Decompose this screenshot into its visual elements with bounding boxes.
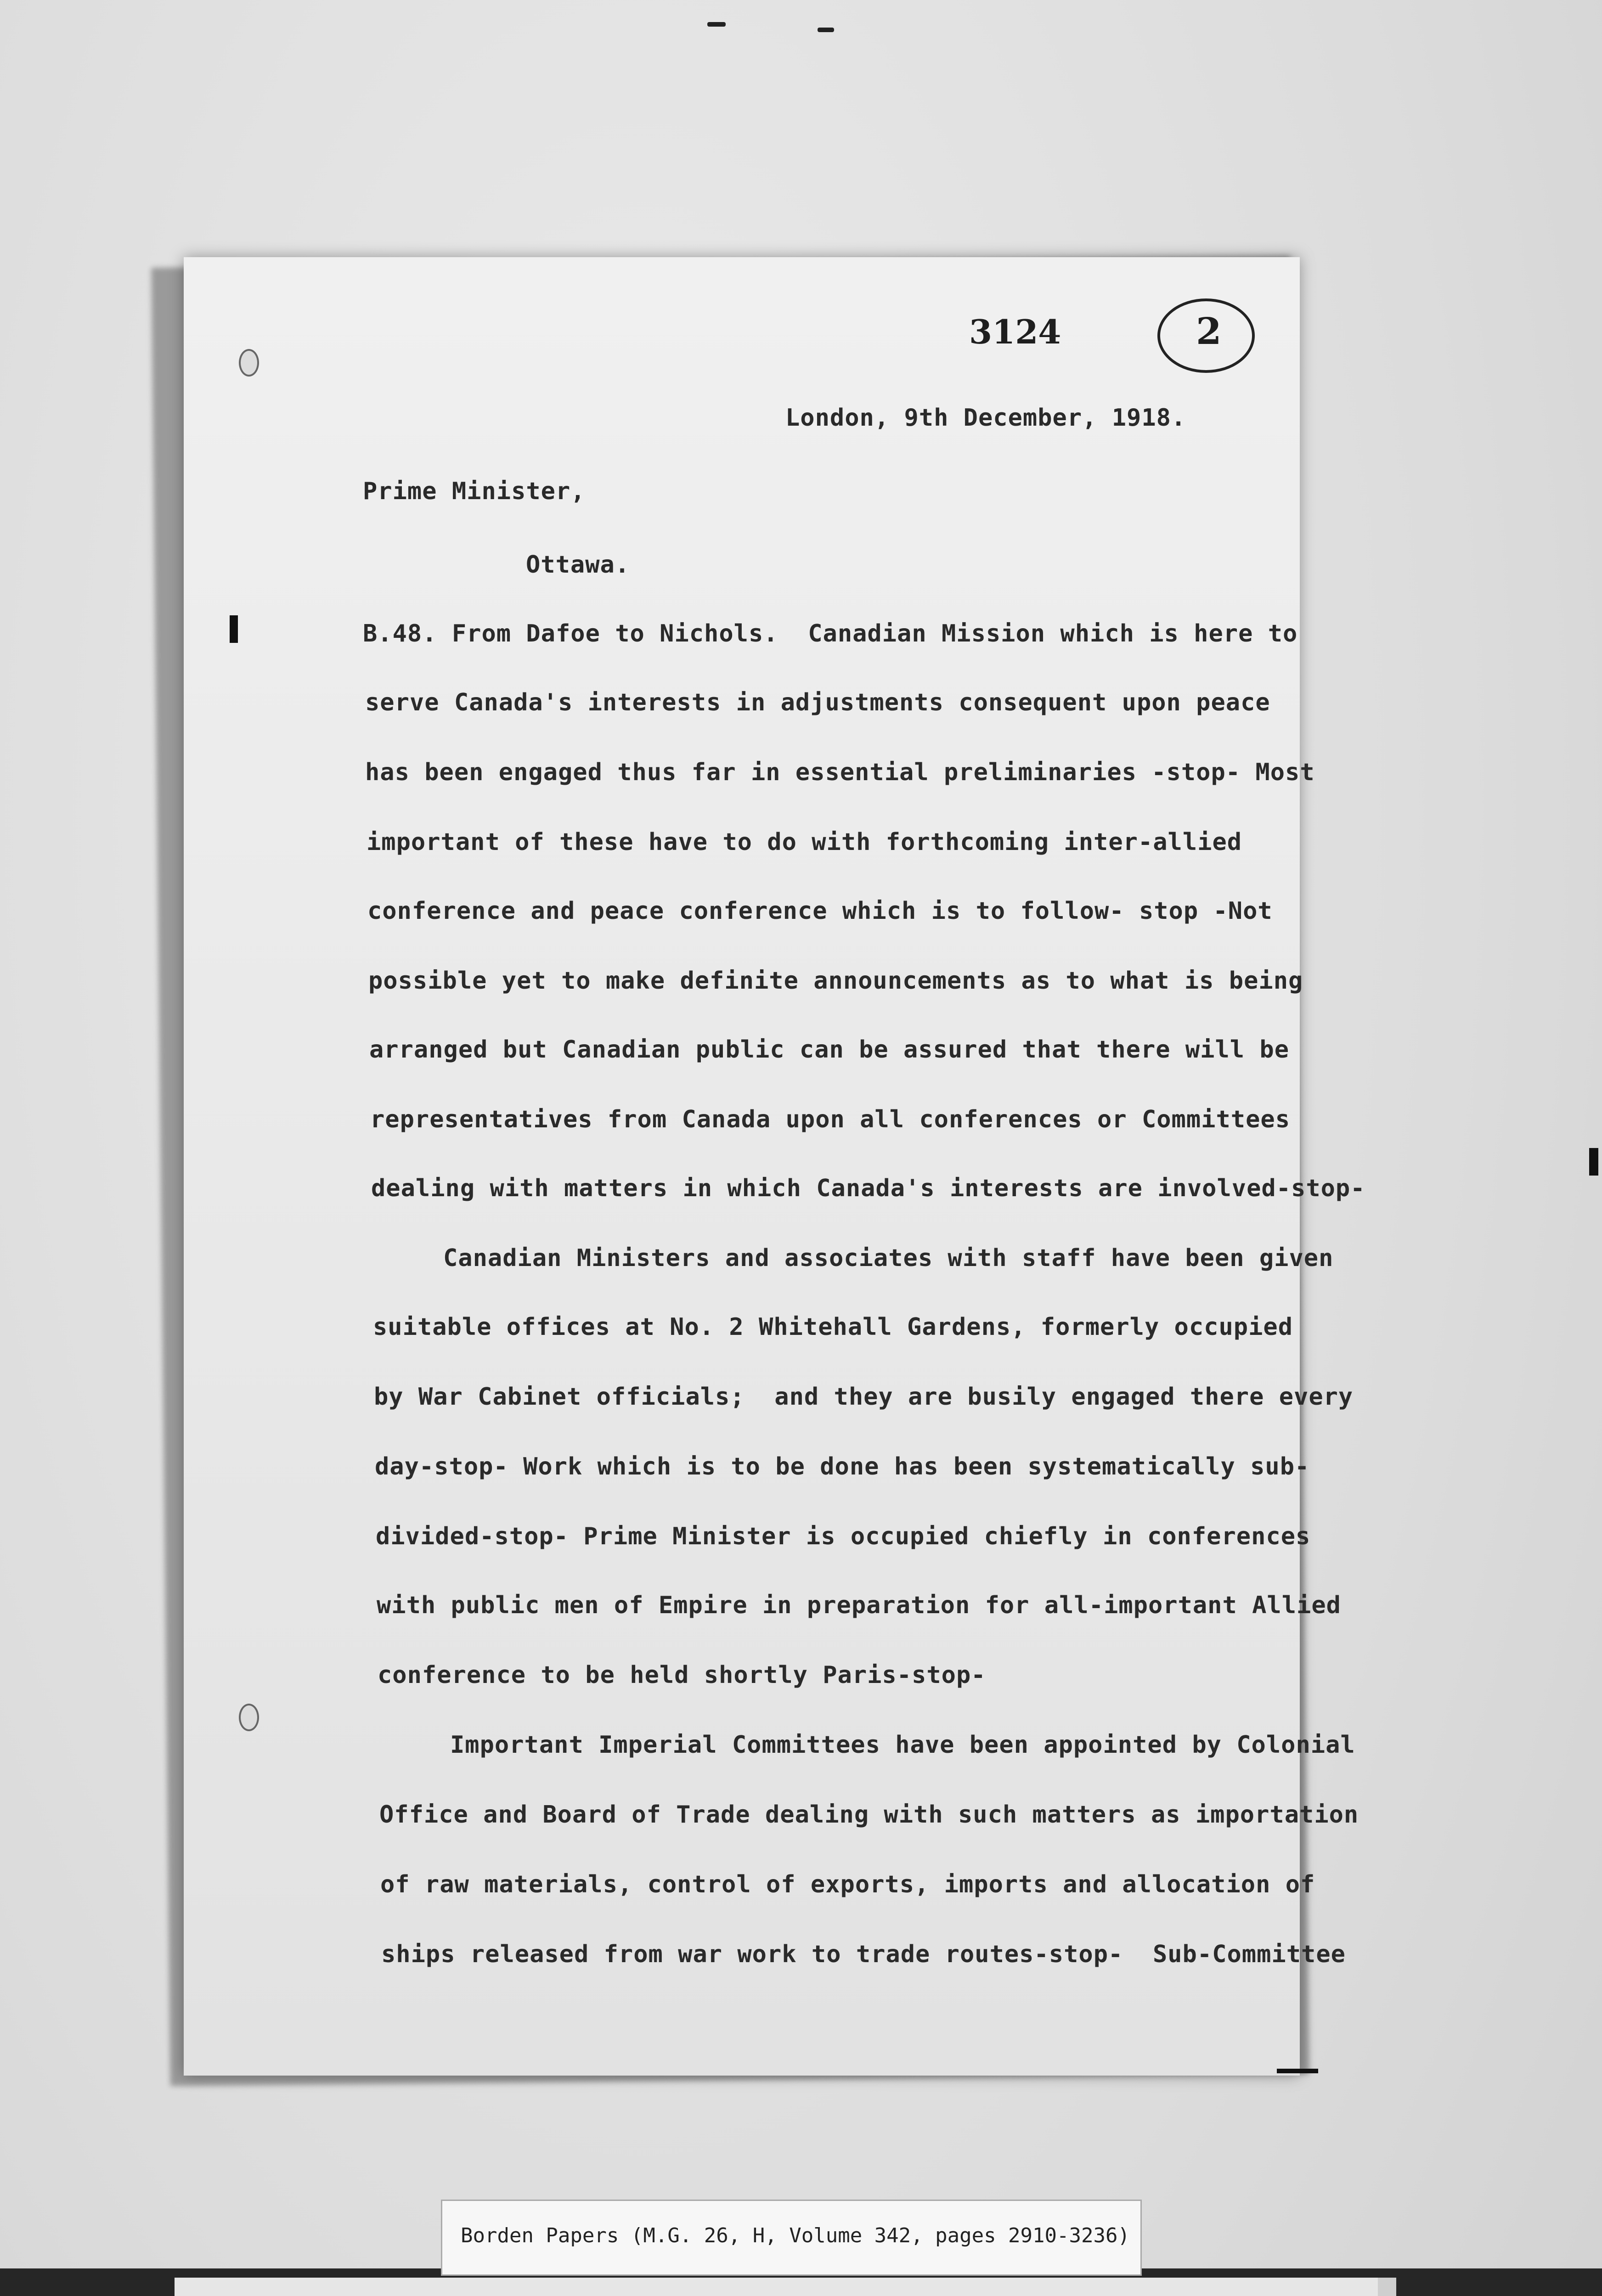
film-edge-mark	[1589, 1148, 1598, 1176]
body-line: dealing with matters in which Canada's interests are involved-stop-	[371, 1175, 1365, 1202]
body-line: conference to be held shortly Paris-stop-	[378, 1661, 986, 1689]
caption-text: Borden Papers (M.G. 26, H, Volume 342, pages 2910-3236)	[461, 2224, 1130, 2247]
body-line: arranged but Canadian public can be assured that there will be	[369, 1036, 1290, 1064]
body-line: important of these have to do with forthcoming inter-allied	[367, 828, 1242, 856]
body-line: possible yet to make definite announcements as to what is being	[368, 967, 1303, 995]
caption-strip	[441, 2200, 1142, 2276]
body-line: day-stop- Work which is to be done has been systematically sub-	[375, 1453, 1310, 1480]
body-line: B.48. From Dafoe to Nichols. Canadian Mission which is here to	[363, 620, 1298, 647]
body-line: suitable offices at No. 2 Whitehall Gardens, formerly occupied	[373, 1313, 1293, 1341]
film-edge-mark	[1277, 2069, 1318, 2073]
body-line: divided-stop- Prime Minister is occupied chiefly in conferences	[376, 1523, 1311, 1550]
body-line: ships released from war work to trade routes-stop- Sub-Committee	[381, 1941, 1346, 1968]
film-mark	[818, 28, 834, 32]
document-sheet	[184, 257, 1365, 2076]
addressee-line: Ottawa.	[526, 551, 630, 579]
body-line: serve Canada's interests in adjustments consequent upon peace	[365, 689, 1270, 716]
binding-mark	[230, 615, 238, 643]
archive-label-card	[175, 2278, 1396, 2296]
punch-hole	[239, 1704, 259, 1731]
film-mark	[707, 22, 726, 27]
circled-page-mark	[1157, 298, 1255, 373]
body-line: of raw materials, control of exports, imports and allocation of	[380, 1871, 1315, 1898]
addressee-line: Prime Minister,	[363, 478, 586, 505]
body-line: Canadian Ministers and associates with staff have been given	[443, 1244, 1334, 1272]
date-line: London, 9th December, 1918.	[785, 404, 1186, 432]
body-line: with public men of Empire in preparation for all-important Allied	[377, 1592, 1341, 1619]
stamp-number: 3124	[969, 312, 1061, 351]
body-line: has been engaged thus far in essential preliminaries -stop- Most	[365, 759, 1315, 786]
body-line: conference and peace conference which is to follow- stop -Not	[367, 897, 1273, 925]
body-line: Important Imperial Committees have been appointed by Colonial	[450, 1731, 1355, 1759]
punch-hole	[239, 349, 259, 377]
body-line: Office and Board of Trade dealing with such matters as importation	[379, 1801, 1359, 1829]
body-line: representatives from Canada upon all conferences or Committees	[370, 1106, 1291, 1133]
circled-number: 2	[1196, 310, 1222, 353]
body-line: by War Cabinet officials; and they are busily engaged there every	[374, 1383, 1354, 1411]
